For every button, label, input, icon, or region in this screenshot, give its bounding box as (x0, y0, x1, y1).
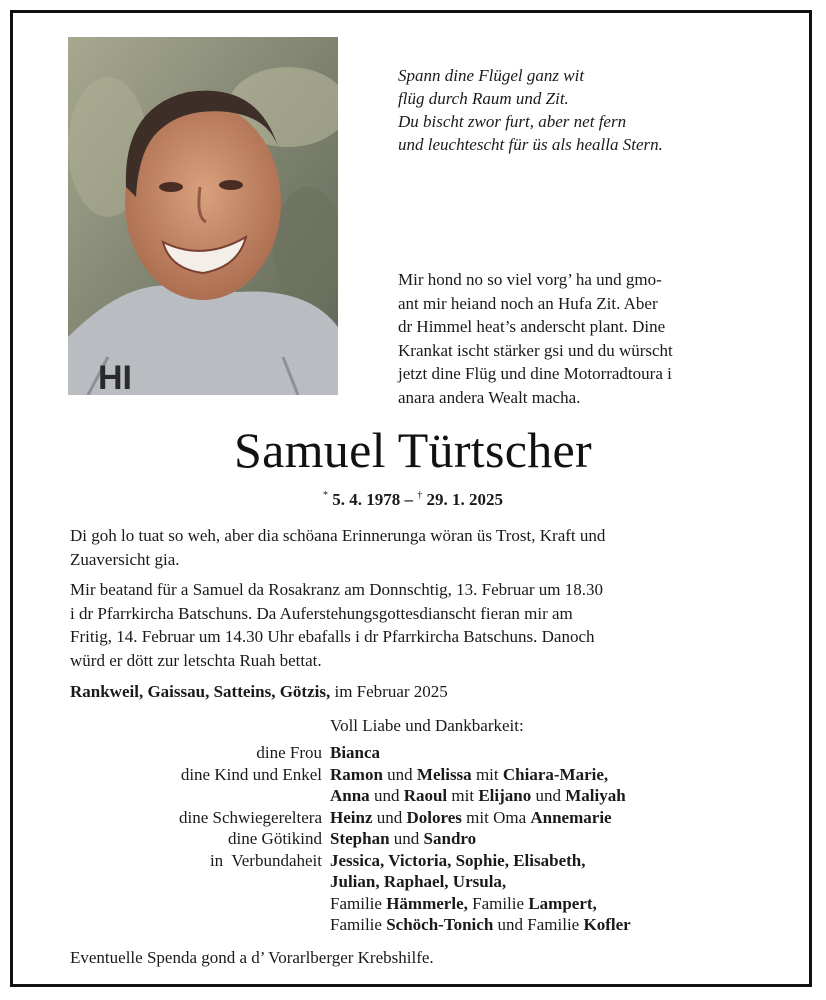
mourner-row (0, 828, 826, 850)
mourner-name: Anna (330, 786, 370, 805)
places: Rankweil, Gaissau, Satteins, Götzis, (70, 682, 331, 701)
relation-label-empty (0, 871, 322, 893)
mourner-row (0, 914, 826, 936)
mourner-row (0, 785, 826, 807)
mourner-names (322, 893, 597, 915)
mourner-name: Julian, Raphael, Ursula, (330, 872, 507, 891)
intro-line: Mir hond no so viel vorg’ ha und gmo- (398, 270, 662, 289)
mourner-row (0, 871, 826, 893)
connector-text: Familie (330, 893, 387, 913)
relation-label-empty (0, 893, 322, 915)
mourner-name: Lampert, (528, 893, 597, 913)
date-separator: – (400, 490, 418, 509)
paragraph-line: Mir beatand für a Samuel da Rosakranz am Donnschtig, 13. Februar um 18.30 (70, 580, 604, 599)
death-date: 29. 1. 2025 (426, 490, 503, 509)
mourner-name: Maliyah (565, 786, 626, 805)
mourner-name: Stephan (330, 829, 390, 848)
birth-date: 5. 4. 1978 (332, 490, 401, 509)
mourner-name: Dolores (406, 807, 462, 827)
connector-text: mit (447, 786, 479, 805)
connector-text: und (531, 786, 566, 805)
paragraph-line: Di goh lo tuat so weh, aber dia schöana Erinnerunga wöran üs Trost, Kraft und (70, 526, 606, 545)
mourner-name: Melissa (416, 764, 472, 784)
relation-label: in Verbundaheit (209, 850, 322, 870)
date-text: im Februar 2025 (330, 682, 448, 701)
intro-line: ant mir heiand noch an Hufa Zit. Aber (398, 293, 658, 313)
connector-text: Familie (467, 893, 529, 913)
poem-line: Du bischt zwor furt, aber net fern (398, 112, 627, 131)
mourner-names (322, 914, 631, 936)
birth-symbol: * (323, 490, 328, 501)
mourner-row (0, 807, 826, 829)
connector-text: Familie (330, 915, 387, 934)
connector-text: mit Oma (461, 807, 531, 827)
paragraph-line: i dr Pfarrkircha Batschuns. Da Auferstehungsgottesdianscht fieran mir am (70, 603, 573, 623)
mourner-name: Kofler (583, 915, 631, 934)
mourner-names (322, 742, 380, 764)
death-symbol: † (417, 490, 423, 501)
mourner-name: Elijano (478, 786, 532, 805)
paragraph-line: Fritig, 14. Februar um 14.30 Uhr ebafalls i dr Pfarrkircha Batschuns. Danoch (70, 627, 595, 646)
intro-text (398, 268, 758, 409)
poem-line: flüg durch Raum und Zit. (398, 89, 569, 108)
intro-line: jetzt dine Flüg und dine Motorradtoura i (398, 364, 672, 383)
service-paragraph (70, 578, 760, 672)
mourner-name: Heinz (330, 807, 373, 827)
intro-line: dr Himmel heat’s anderscht plant. Dine (398, 317, 666, 336)
svg-text:HI: HI (98, 359, 132, 395)
connector-text: und (382, 764, 417, 784)
connector-text: und (372, 807, 407, 827)
place-date-line (70, 680, 448, 703)
mourner-row (0, 893, 826, 915)
poem-verse (398, 64, 798, 156)
relation-label: dine Kind und Enkel (180, 764, 322, 784)
intro-line: Krankat ischt stärker gsi und du würscht (398, 340, 673, 360)
mourner-name: Jessica, Victoria, Sophie, Elisabeth, (330, 850, 586, 870)
paragraph-line: Zuaversicht gia. (70, 549, 180, 569)
thanks-line: Voll Liabe und Dankbarkeit: (330, 716, 524, 735)
connector-text: und (369, 786, 404, 805)
relation-label: dine Frou (256, 743, 322, 762)
mourner-name: Bianca (330, 743, 381, 762)
mourner-names (322, 764, 608, 786)
mourners-list (0, 742, 826, 936)
mourner-name: Hämmerle, (386, 893, 468, 913)
mourner-row (0, 742, 826, 764)
poem-line: Spann dine Flügel ganz wit (398, 66, 585, 85)
mourner-name: Chiara-Marie, (502, 764, 609, 784)
deceased-name: Samuel Türtscher (234, 422, 592, 478)
connector-text: und (389, 829, 424, 848)
portrait-photo (68, 37, 338, 395)
mourner-name: Annemarie (530, 807, 612, 827)
mourner-names (322, 828, 476, 850)
mourner-name: Ramon (330, 764, 383, 784)
donation-note: Eventuelle Spenda gond a d’ Vorarlberger Krebshilfe. (70, 948, 434, 967)
connector-text: und Familie (493, 915, 584, 934)
mourner-names (322, 850, 585, 872)
life-dates (0, 484, 826, 512)
mourner-name: Sandro (423, 829, 477, 848)
mourner-name: Raoul (403, 786, 448, 805)
poem-line: und leuchtescht für üs als healla Stern. (398, 135, 663, 154)
connector-text: mit (471, 764, 503, 784)
relation-label-empty (0, 785, 322, 807)
mourner-row (0, 764, 826, 786)
mourner-names (322, 785, 626, 807)
mourner-row (0, 850, 826, 872)
relation-label: dine Schwiegereltera (178, 807, 322, 827)
intro-line: anara andera Wealt macha. (398, 387, 581, 407)
mourner-name: Schöch-Tonich (386, 915, 494, 934)
relation-label: dine Götikind (228, 829, 322, 848)
comfort-paragraph (70, 524, 760, 571)
relation-label-empty (0, 914, 322, 936)
mourner-names (322, 871, 506, 893)
mourner-names (322, 807, 612, 829)
paragraph-line: würd er dött zur letschta Ruah bettat. (70, 650, 322, 670)
